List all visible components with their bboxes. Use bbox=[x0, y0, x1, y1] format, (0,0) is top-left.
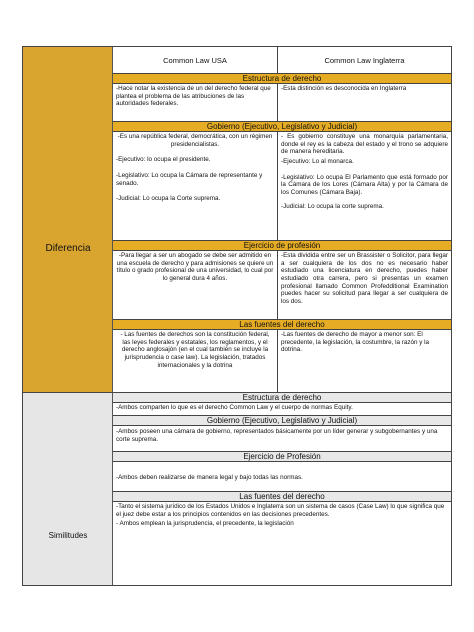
similitudes-ejercicio-title: Ejercicio de Profesión bbox=[113, 451, 451, 462]
gobierno-inglaterra-line: - Es gobierno constituye una monarquía parlamentaria, donde el rey es la cabeza del estado y el trono se adquiere de manera hereditaria. bbox=[281, 133, 448, 156]
diferencia-ejercicio-title: Ejercicio de profesión bbox=[113, 240, 451, 251]
gobierno-inglaterra-line: -Judicial: Lo ocupa la corte suprema. bbox=[281, 202, 384, 210]
similitudes-gobierno-text: -Ambos poseen una cámara de gobierno, representados básicamente por un líder generar y subgobernantes y una corte suprema. bbox=[116, 428, 438, 443]
similitudes-gobierno-title: Gobierno (Ejecutivo, Legislativo y Judicial) bbox=[113, 415, 451, 426]
comparison-table bbox=[22, 46, 452, 586]
gobierno-usa-line: -Legislativo: Lo ocupa la Cámara de representante y senado. bbox=[116, 172, 263, 187]
fuentes-line: - Ambos emplean la jurisprudencia, el precedente, la legislación bbox=[116, 520, 294, 528]
gobierno-inglaterra-line: -Legislativo: Lo ocupa El Parlamento que está formado por la Cámara de los Lores (Cámara Alta) y por la Cámara de los Comunes (Cámara Baja). bbox=[281, 173, 448, 197]
similitudes-estructura-text: -Ambos comparten lo que es el derecho Common Law y el cuerpo de normas Equity. bbox=[116, 404, 353, 411]
diferencia-ejercicio-usa: -Para llegar a ser un abogado se debe ser admitido en una escuela de derecho y para admisiones se quiere un título o grado profesional de una universidad, lo cual por lo general dura 4 años. bbox=[116, 252, 274, 283]
diferencia-section bbox=[23, 47, 113, 392]
diferencia-ejercicio-inglaterra: -Esta dividida entre ser un Brassister o Solicitor, para llegar a ser cualquiera de los dos no es necesario haber estudiado una licenciatura en derecho, puedes haber estudiado otra carrera, pero si presentas un examen profesional llamado Common Profedditional Examination puedes hacer su solicitud para llegar a ser cualquiera de los dos. bbox=[281, 252, 448, 306]
diferencia-fuentes-inglaterra: -Las fuentes de derecho de mayor a menor son: El precedente, la legislación, la costumbre, la razón y la dotrina. bbox=[281, 331, 430, 354]
similitudes-estructura-title: Estructura de derecho bbox=[113, 392, 451, 403]
gobierno-usa-line: -Ejecutivo: lo ocupa el presidente. bbox=[116, 156, 211, 164]
similitudes-ejercicio-text: -Ambos deben realizarse de manera legal y bajo todas las normas. bbox=[116, 474, 303, 481]
diferencia-gobierno-usa bbox=[113, 132, 277, 240]
gobierno-usa-line: -Judicial: Lo ocupa la Corte suprema. bbox=[116, 195, 221, 203]
diferencia-label: Diferencia bbox=[45, 243, 91, 254]
similitudes-fuentes-title: Las fuentes del derecho bbox=[113, 491, 451, 502]
diferencia-estructura-inglaterra: -Esta distinción es desconocida en Inglaterra bbox=[281, 85, 407, 92]
header-inglaterra: Common Law Inglaterra bbox=[278, 47, 451, 74]
gobierno-usa-line: -Es una república federal, democrática, con un régimen presidencialistas. bbox=[117, 133, 273, 148]
gobierno-inglaterra-line: -Ejecutivo: Lo al monarca. bbox=[281, 158, 354, 166]
diferencia-estructura-usa: -Hace notar la existencia de un del derecho federal que plantea el problema de las atribuciones de las autoridades federales. bbox=[116, 85, 271, 108]
fuentes-line: -Tanto el sistema jurídico de los Estados Unidos e Inglaterra son un sistema de casos (Case Law) lo que significa que el juez debe estar a los principios contenidos en las decisiones precedentes. bbox=[116, 503, 445, 518]
similitudes-fuentes-text bbox=[113, 502, 451, 585]
diferencia-gobierno-title: Gobierno (Ejecutivo, Legislativo y Judicial) bbox=[113, 121, 451, 132]
diferencia-gobierno-inglaterra bbox=[278, 132, 451, 240]
similitudes-section bbox=[23, 392, 113, 585]
header-usa: Common Law USA bbox=[113, 47, 278, 74]
diferencia-estructura-title: Estructura de derecho bbox=[113, 73, 451, 84]
similitudes-label: Similitudes bbox=[48, 531, 88, 540]
diferencia-fuentes-title: Las fuentes del derecho bbox=[113, 319, 451, 330]
diferencia-fuentes-usa: - Las fuentes de derechos son la constitución federal, las leyes federales y estatales, los reglamentos, y el derecho anglosajón (en el cual también se incluye la jurisprudencia o case law). La legislación, tratados internacionales y la dotrina bbox=[120, 331, 270, 369]
